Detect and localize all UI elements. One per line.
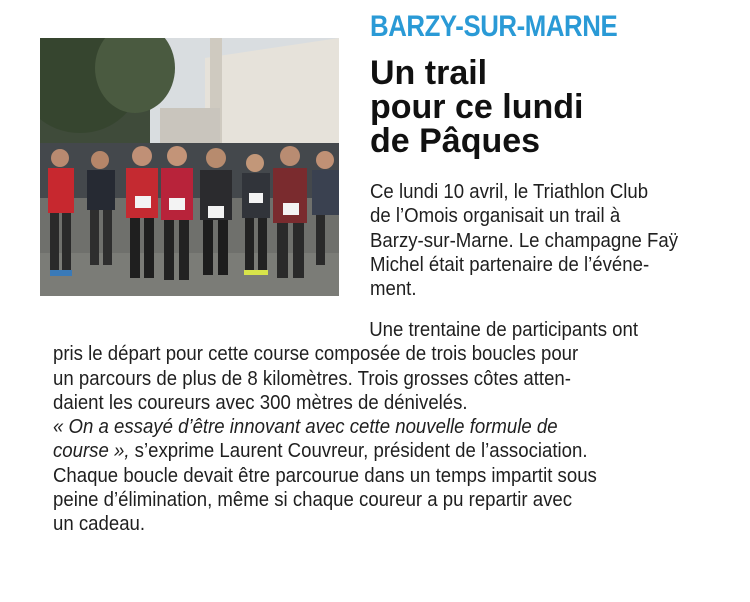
quote-line: « On a essayé d’être innovant avec cette nouvelle formule de xyxy=(53,416,558,439)
headline-line: de Pâques xyxy=(370,122,541,160)
article-photo xyxy=(40,38,339,296)
attribution: s’exprime Laurent Couvreur, président de l’association. xyxy=(129,440,588,463)
text-line: daient les coureurs avec 300 mètres de dénivelés. xyxy=(53,391,468,414)
article-body xyxy=(53,318,685,537)
text-line: peine d’élimination, même si chaque coureur a pu repartir avec xyxy=(53,489,573,512)
headline-line: Un trail xyxy=(370,54,488,92)
text-line: Une trentaine de participants ont xyxy=(369,319,639,341)
section-kicker: BARZY-SUR-MARNE xyxy=(370,10,618,43)
text-line: Ce lundi 10 avril, le Triathlon Club xyxy=(370,181,649,203)
article-headline xyxy=(370,56,710,158)
headline-line: pour ce lundi xyxy=(370,88,584,126)
text-line: Barzy-sur-Marne. Le champagne Faÿ xyxy=(370,229,679,252)
quote-attribution-line xyxy=(53,439,685,463)
text-line: ment. xyxy=(370,278,417,301)
runners-photo-illustration xyxy=(40,38,339,296)
text-line: un cadeau. xyxy=(53,513,146,536)
text-line: pris le départ pour cette course composée de trois boucles pour xyxy=(53,343,579,366)
article-lede xyxy=(370,180,705,301)
text-line: un parcours de plus de 8 kilomètres. Trois grosses côtes atten- xyxy=(53,367,571,390)
quote-end: course », xyxy=(53,440,130,463)
text-line: Michel était partenaire de l’événe- xyxy=(370,253,650,276)
text-line: Chaque boucle devait être parcourue dans un temps impartit sous xyxy=(53,464,597,487)
text-line: de l’Omois organisait un trail à xyxy=(370,205,621,228)
